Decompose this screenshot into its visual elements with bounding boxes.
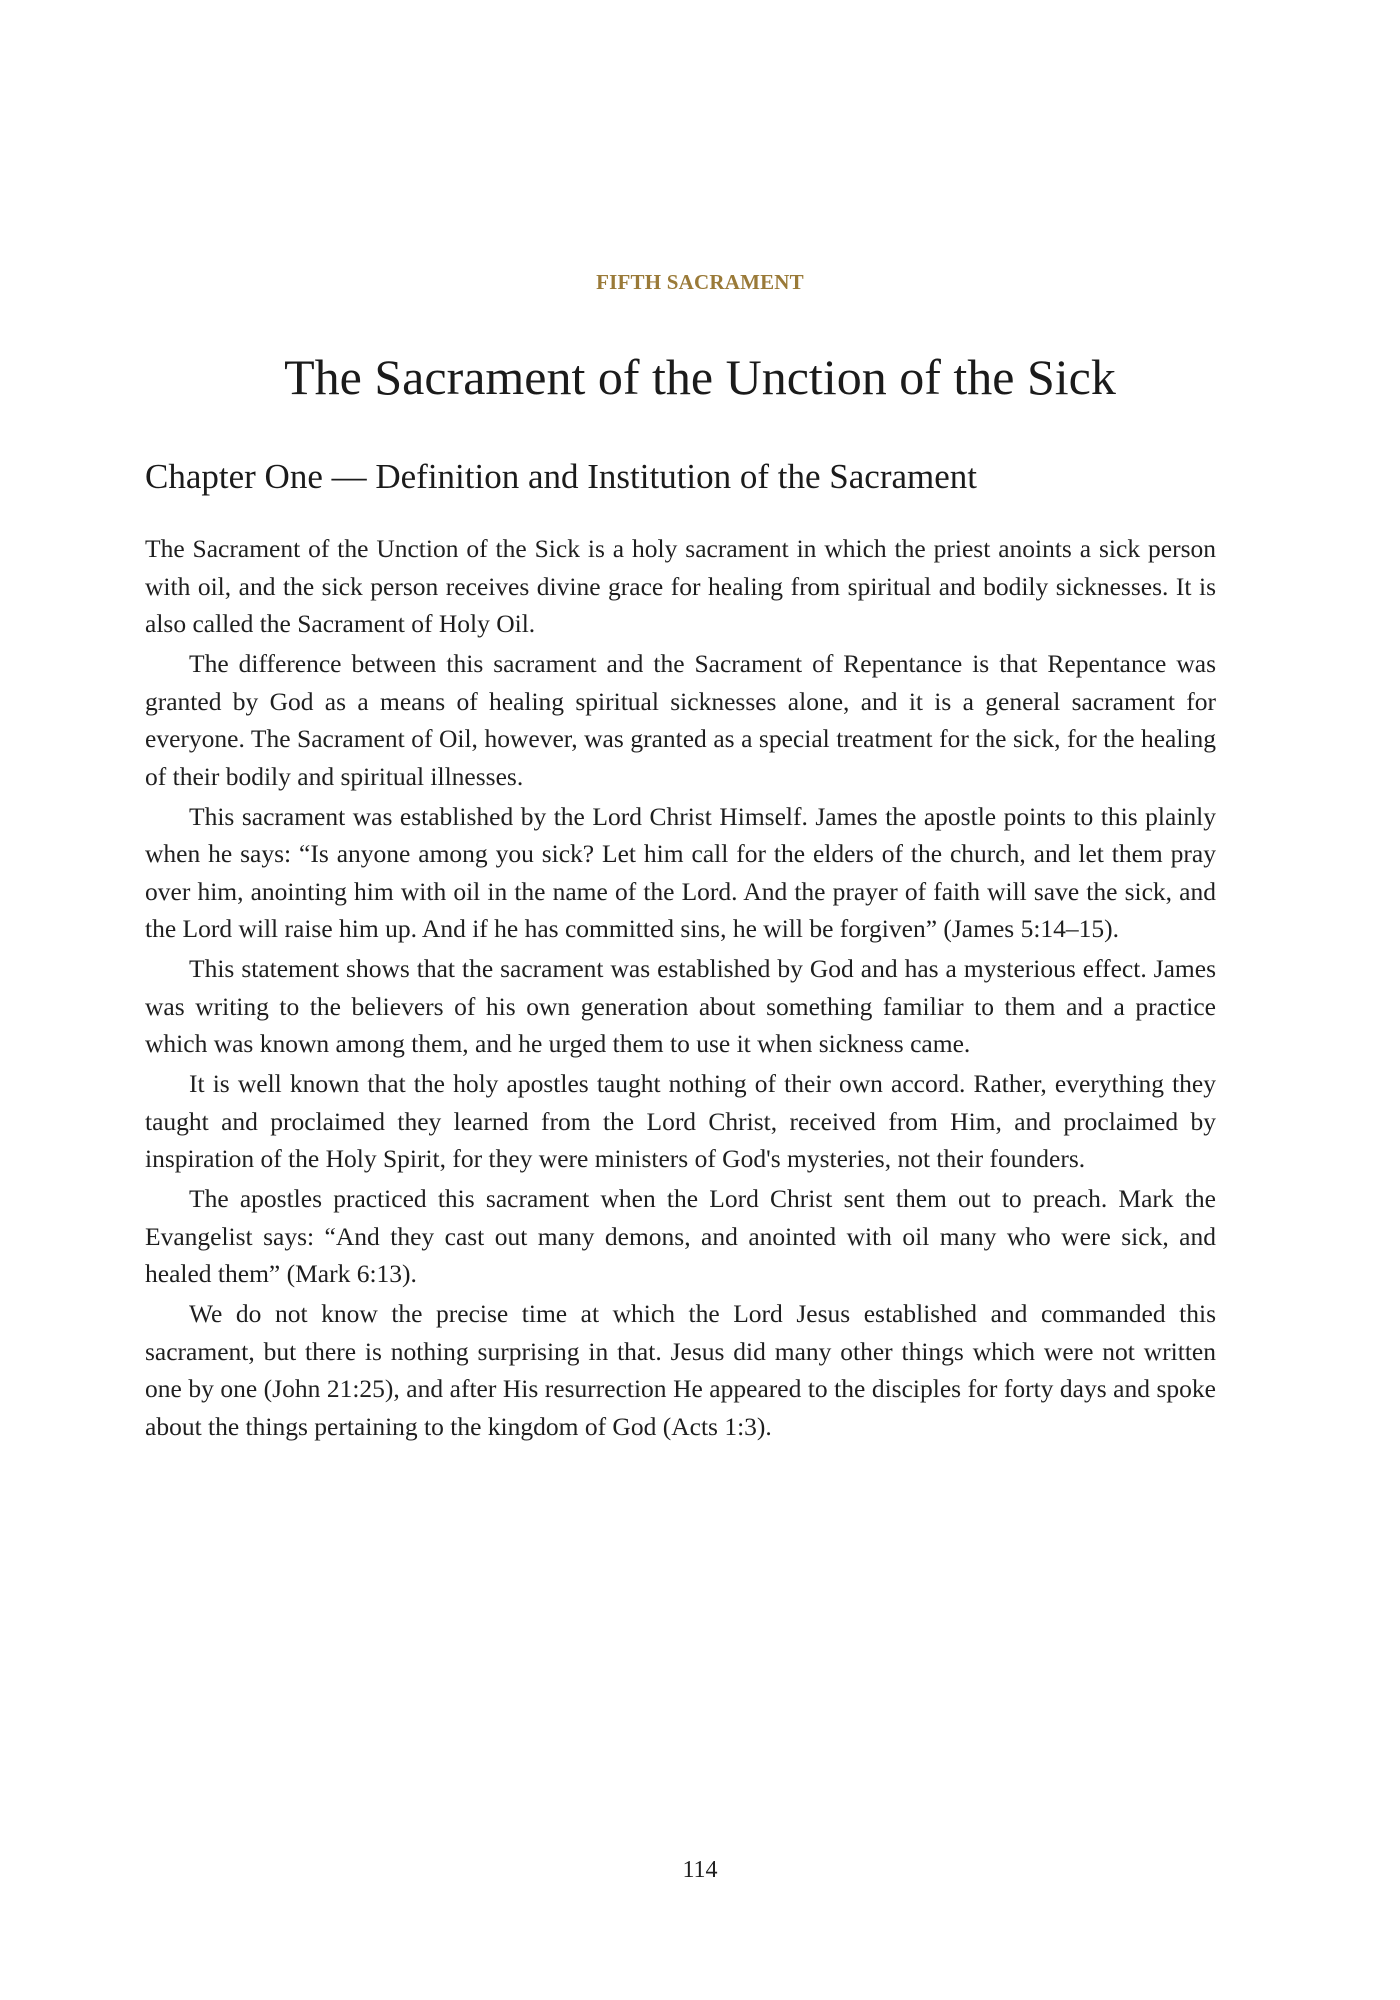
paragraph: We do not know the precise time at which the Lord Jesus established and commanded this sacrament, but there is nothing surprising in that. Jesus did many other things which were not written one by one (John 21:25), and after His resurrection He appeared to the disciples for forty days and spoke about the things pertaining to the kingdom of God (Acts 1:3). [145, 1299, 1216, 1441]
paragraph: This sacrament was established by the Lord Christ Himself. James the apostle points to this plainly when he says: “Is anyone among you sick? Let him call for the elders of the church, and let them pray over him, anointing him with oil in the name of the Lord. And the prayer of faith will save the sick, and the Lord will raise him up. And if he has committed sins, he will be forgiven” (James 5:14–15). [145, 801, 1216, 943]
paragraph: This statement shows that the sacrament was established by God and has a mysterious effect. James was writing to the believers of his own generation about something familiar to them and a practice which was known among them, and he urged them to use it when sickness came. [145, 954, 1216, 1058]
page-number: 114 [682, 1857, 718, 1883]
chapter-heading: Chapter One — Definition and Institution of the Sacrament [145, 457, 978, 496]
paragraph: The apostles practiced this sacrament when the Lord Christ sent them out to preach. Mark the Evangelist says: “And they cast out many demons, and anointed with oil many who were sick, and healed them” (Mark 6:13). [145, 1184, 1216, 1288]
paragraph: The difference between this sacrament and the Sacrament of Repentance is that Repentance was granted by God as a means of healing spiritual sicknesses alone, and it is a general sacrament for everyone. The Sacrament of Oil, however, was granted as a special treatment for the sick, for the healing of their bodily and spiritual illnesses. [145, 649, 1216, 791]
section-kicker: FIFTH SACRAMENT [596, 270, 804, 294]
page-title: The Sacrament of the Unction of the Sick [284, 349, 1116, 405]
paragraph: The Sacrament of the Unction of the Sick is a holy sacrament in which the priest anoints a sick person with oil, and the sick person receives divine grace for healing from spiritual and bodily sicknesses. It is also called the Sacrament of Holy Oil. [145, 534, 1216, 638]
body-text [145, 530, 1216, 1448]
paragraph: It is well known that the holy apostles taught nothing of their own accord. Rather, everything they taught and proclaimed they learned from the Lord Christ, received from Him, and proclaimed by inspiration of the Holy Spirit, for they were ministers of God's mysteries, not their founders. [145, 1069, 1216, 1173]
